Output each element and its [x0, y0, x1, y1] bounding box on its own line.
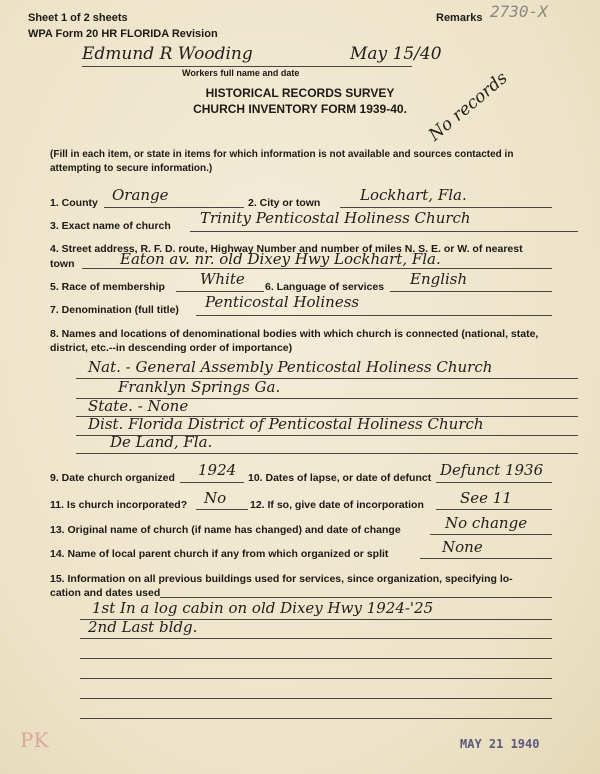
incorporation-date-label: 12. If so, give date of incorporation [250, 499, 424, 511]
remarks-label: Remarks [436, 12, 483, 24]
form-revision: WPA Form 20 HR FLORIDA Revision [28, 28, 218, 40]
language-label: 6. Language of services [265, 281, 385, 293]
survey-title: HISTORICAL RECORDS SURVEY [205, 86, 395, 100]
denomination-value: Penticostal Holiness [205, 293, 360, 311]
defunct-label: 10. Dates of lapse, or date of defunct [248, 472, 432, 484]
sheet-number: Sheet 1 of 2 sheets [28, 12, 128, 24]
bodies-line: Franklyn Springs Ga. [118, 378, 281, 396]
address-value: Eaton av. nr. old Dixey Hwy Lockhart, Fla. [120, 250, 441, 268]
instructions: (Fill in each item, or state in items for which information is not available and sources contacted in attempting to secure information.) [50, 149, 514, 174]
county-value: Orange [112, 186, 169, 204]
original-name-label: 13. Original name of church (if name has changed) and date of change [50, 524, 401, 536]
city-value: Lockhart, Fla. [360, 186, 467, 204]
address-label-town: town [50, 258, 75, 270]
race-value: White [200, 270, 245, 288]
buildings-label-b: cation and dates used [50, 587, 161, 599]
city-label: 2. City or town [248, 197, 321, 209]
received-date-stamp: MAY 21 1940 [460, 737, 540, 751]
language-value: English [410, 270, 468, 288]
county-label: 1. County [50, 197, 98, 209]
pencil-mark: PK [20, 728, 49, 752]
church-name-value: Trinity Penticostal Holiness Church [200, 209, 471, 227]
bodies-line: State. - None [88, 397, 189, 415]
organized-value: 1924 [198, 461, 237, 479]
bodies-line: Dist. Florida District of Penticostal Holiness Church [88, 415, 484, 433]
worker-date: May 15/40 [350, 44, 442, 64]
bodies-line: De Land, Fla. [110, 433, 213, 451]
parent-church-value: None [442, 538, 483, 556]
race-label: 5. Race of membership [50, 281, 165, 293]
worker-caption: Workers full name and date [182, 68, 300, 78]
worker-signature: Edmund R Wooding [82, 44, 253, 64]
remarks-value: 2730-X [490, 2, 548, 21]
parent-church-label: 14. Name of local parent church if any from which organized or split [50, 548, 389, 560]
church-name-label: 3. Exact name of church [50, 220, 171, 232]
buildings-line: 2nd Last bldg. [88, 618, 198, 636]
original-name-value: No change [445, 514, 528, 532]
form-title: CHURCH INVENTORY FORM 1939-40. [193, 102, 407, 116]
incorporation-date-value: See 11 [460, 489, 512, 507]
denomination-label: 7. Denomination (full title) [50, 304, 179, 316]
address-label: 4. Street address, R. F. D. route, Highway Number and number of miles N. S. E. or W. of nearest [50, 243, 523, 255]
buildings-label: 15. Information on all previous buildings used for services, since organization, specifying lo- [50, 573, 513, 585]
incorporated-value: No [204, 489, 227, 507]
bodies-label-b: district, etc.--in descending order of importance) [50, 342, 293, 354]
bodies-label: 8. Names and locations of denominational bodies with which church is connected (national, state, [50, 328, 539, 340]
worker-line [82, 66, 412, 67]
no-records-note: No records [425, 68, 512, 146]
organized-label: 9. Date church organized [50, 472, 175, 484]
bodies-line: Nat. - General Assembly Penticostal Holiness Church [88, 358, 493, 376]
incorporated-label: 11. Is church incorporated? [50, 499, 188, 511]
defunct-value: Defunct 1936 [440, 461, 544, 479]
buildings-line: 1st In a log cabin on old Dixey Hwy 1924-'25 [92, 599, 434, 617]
